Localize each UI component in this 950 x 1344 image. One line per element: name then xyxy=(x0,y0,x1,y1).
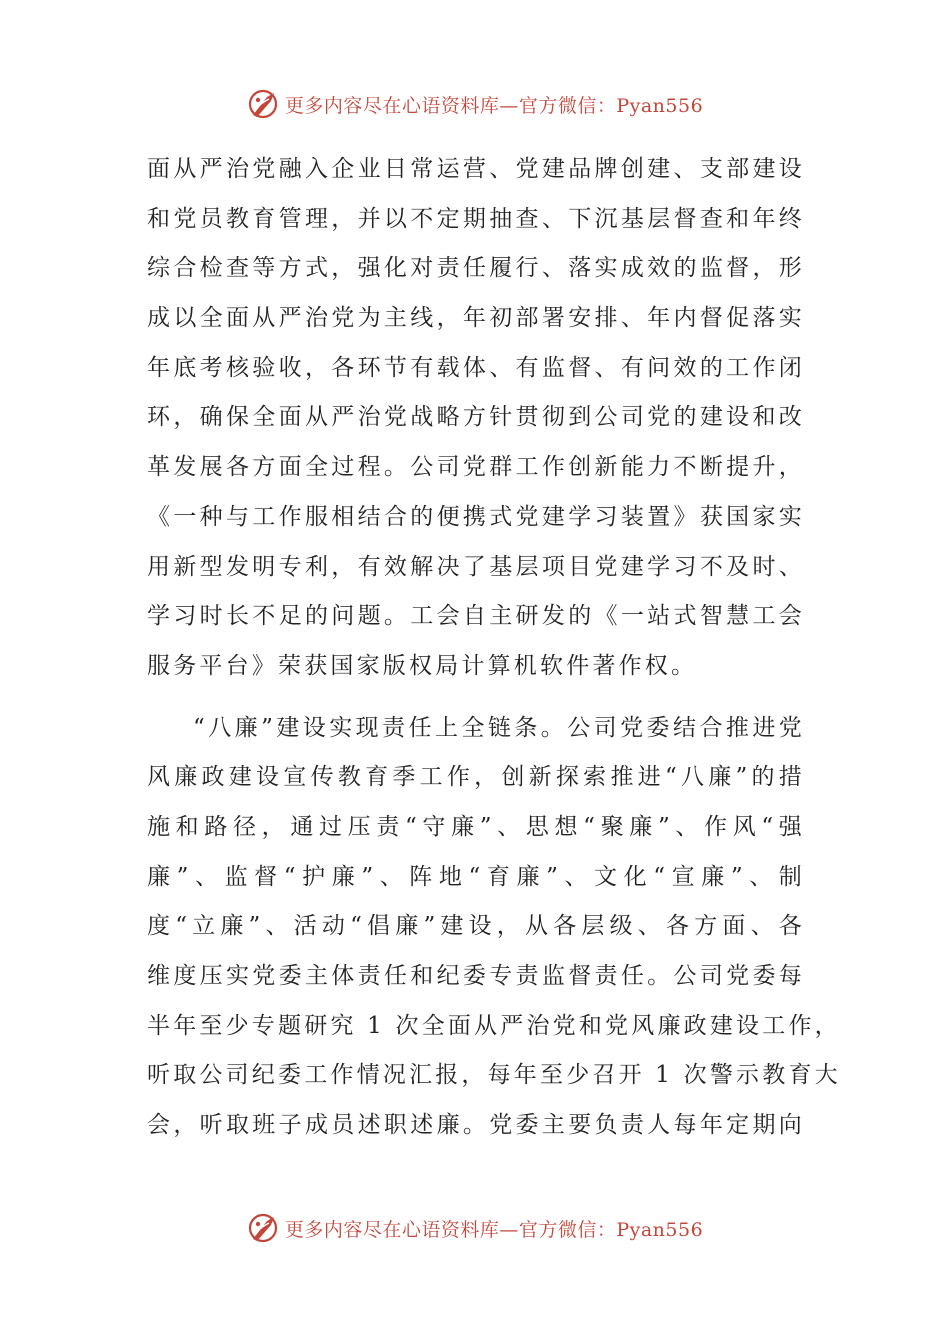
text-line: 会，听取班子成员述职述廉。党委主要负责人每年定期向 xyxy=(147,1112,805,1139)
paragraph xyxy=(147,704,841,1151)
text-line: 年底考核验收，各环节有载体、有监督、有问效的工作闭 xyxy=(147,354,805,381)
text-line: “八廉”建设实现责任上全链条。公司党委结合推进党 xyxy=(193,714,805,741)
pen-nib-logo-icon xyxy=(247,87,281,121)
text-line: 风廉政建设宣传教育季工作，创新探索推进“八廉”的措 xyxy=(147,764,805,791)
text-line: 综合检查等方式，强化对责任履行、落实成效的监督，形 xyxy=(147,255,805,282)
footer-banner xyxy=(0,1208,950,1248)
footer-banner-text: 更多内容尽在心语资料库—官方微信：Pyan556 xyxy=(284,1218,704,1241)
document-body xyxy=(147,145,841,1151)
text-line: 学习时长不足的问题。工会自主研发的《一站式智慧工会 xyxy=(147,603,805,630)
text-line: 半年至少专题研究 1 次全面从严治党和党风廉政建设工作， xyxy=(147,1012,841,1039)
text-line: 维度压实党委主体责任和纪委专责监督责任。公司党委每 xyxy=(147,963,805,989)
paragraph xyxy=(147,145,805,692)
text-line: 施和路径，通过压责“守廉”、思想“聚廉”、作风“强 xyxy=(147,813,805,840)
text-line: 《一种与工作服相结合的便携式党建学习装置》获国家实 xyxy=(147,503,805,530)
text-line: 和党员教育管理，并以不定期抽查、下沉基层督查和年终 xyxy=(147,205,805,232)
paragraph-gap xyxy=(147,692,805,704)
text-line: 用新型发明专利，有效解决了基层项目党建学习不及时、 xyxy=(147,553,805,580)
header-banner xyxy=(0,84,950,124)
text-line: 度“立廉”、活动“倡廉”建设，从各层级、各方面、各 xyxy=(147,913,805,940)
text-line: 革发展各方面全过程。公司党群工作创新能力不断提升， xyxy=(147,454,805,481)
text-line: 廉”、监督“护廉”、阵地“育廉”、文化“宣廉”、制 xyxy=(147,863,805,890)
text-line: 环，确保全面从严治党战略方针贯彻到公司党的建设和改 xyxy=(147,404,805,431)
text-line: 面从严治党融入企业日常运营、党建品牌创建、支部建设 xyxy=(147,156,805,182)
text-line: 服务平台》荣获国家版权局计算机软件著作权。 xyxy=(147,652,698,679)
pen-nib-logo-icon xyxy=(247,1211,281,1245)
header-banner-text: 更多内容尽在心语资料库—官方微信：Pyan556 xyxy=(284,94,704,117)
text-line: 听取公司纪委工作情况汇报，每年至少召开 1 次警示教育大 xyxy=(147,1062,841,1089)
text-line: 成以全面从严治党为主线，年初部署安排、年内督促落实 xyxy=(147,305,805,332)
